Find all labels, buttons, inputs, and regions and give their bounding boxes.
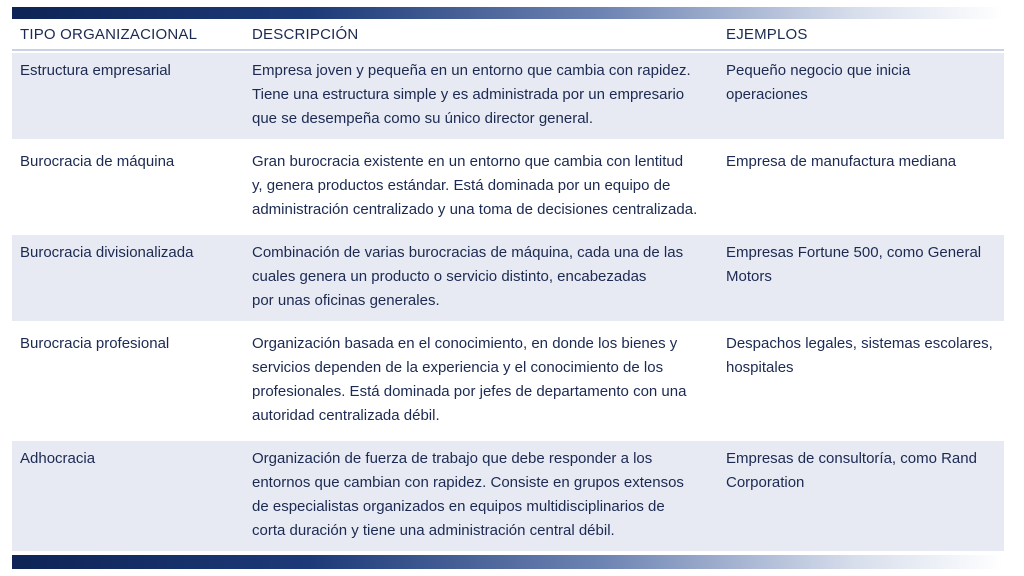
row-description: Organización de fuerza de trabajo que debe responder a los entornos que cambian con rapidez. Consiste en grupos extensos de especialistas organizados en equipos multidisciplinarios de corta duración y tiene una administración central débil. <box>252 450 684 539</box>
row-examples: Empresas Fortune 500, como General Motors <box>726 244 982 285</box>
row-examples: Empresas de consultoría, como Rand Corporation <box>726 450 977 491</box>
table-row <box>12 235 1004 321</box>
bottom-gradient-bar <box>12 555 1004 569</box>
row-examples: Despachos legales, sistemas escolares, hospitales <box>726 335 993 376</box>
organizational-types-table <box>12 7 1004 569</box>
table-row <box>12 144 1004 230</box>
header-description: DESCRIPCIÓN <box>252 26 359 43</box>
row-description: Gran burocracia existente en un entorno que cambia con lentitud y, genera productos estándar. Está dominada por un equipo de administración centralizado y una toma de decisiones centralizada. <box>252 153 698 218</box>
row-type: Estructura empresarial <box>20 62 171 79</box>
table-header <box>12 21 1004 51</box>
row-description: Combinación de varias burocracias de máquina, cada una de las cuales genera un producto o servicio distinto, encabezadas por unas oficinas generales. <box>252 244 684 309</box>
row-type: Burocracia profesional <box>20 335 170 352</box>
table-row <box>12 53 1004 139</box>
row-description: Empresa joven y pequeña en un entorno que cambia con rapidez. Tiene una estructura simple y es administrada por un empresario que se desempeña como su único director general. <box>252 62 691 127</box>
row-examples: Pequeño negocio que inicia operaciones <box>726 62 911 103</box>
row-examples: Empresa de manufactura mediana <box>726 153 957 170</box>
header-type: TIPO ORGANIZACIONAL <box>20 26 198 43</box>
row-type: Adhocracia <box>20 450 96 467</box>
table-row <box>12 441 1004 551</box>
header-examples: EJEMPLOS <box>726 26 808 43</box>
top-gradient-bar <box>12 7 1004 19</box>
table-row <box>12 326 1004 436</box>
row-type: Burocracia divisionalizada <box>20 244 194 261</box>
row-description: Organización basada en el conocimiento, en donde los bienes y servicios dependen de la experiencia y el conocimiento de los profesionales. Está dominada por jefes de departamento con una autoridad centralizada débil. <box>252 335 687 424</box>
row-type: Burocracia de máquina <box>20 153 175 170</box>
